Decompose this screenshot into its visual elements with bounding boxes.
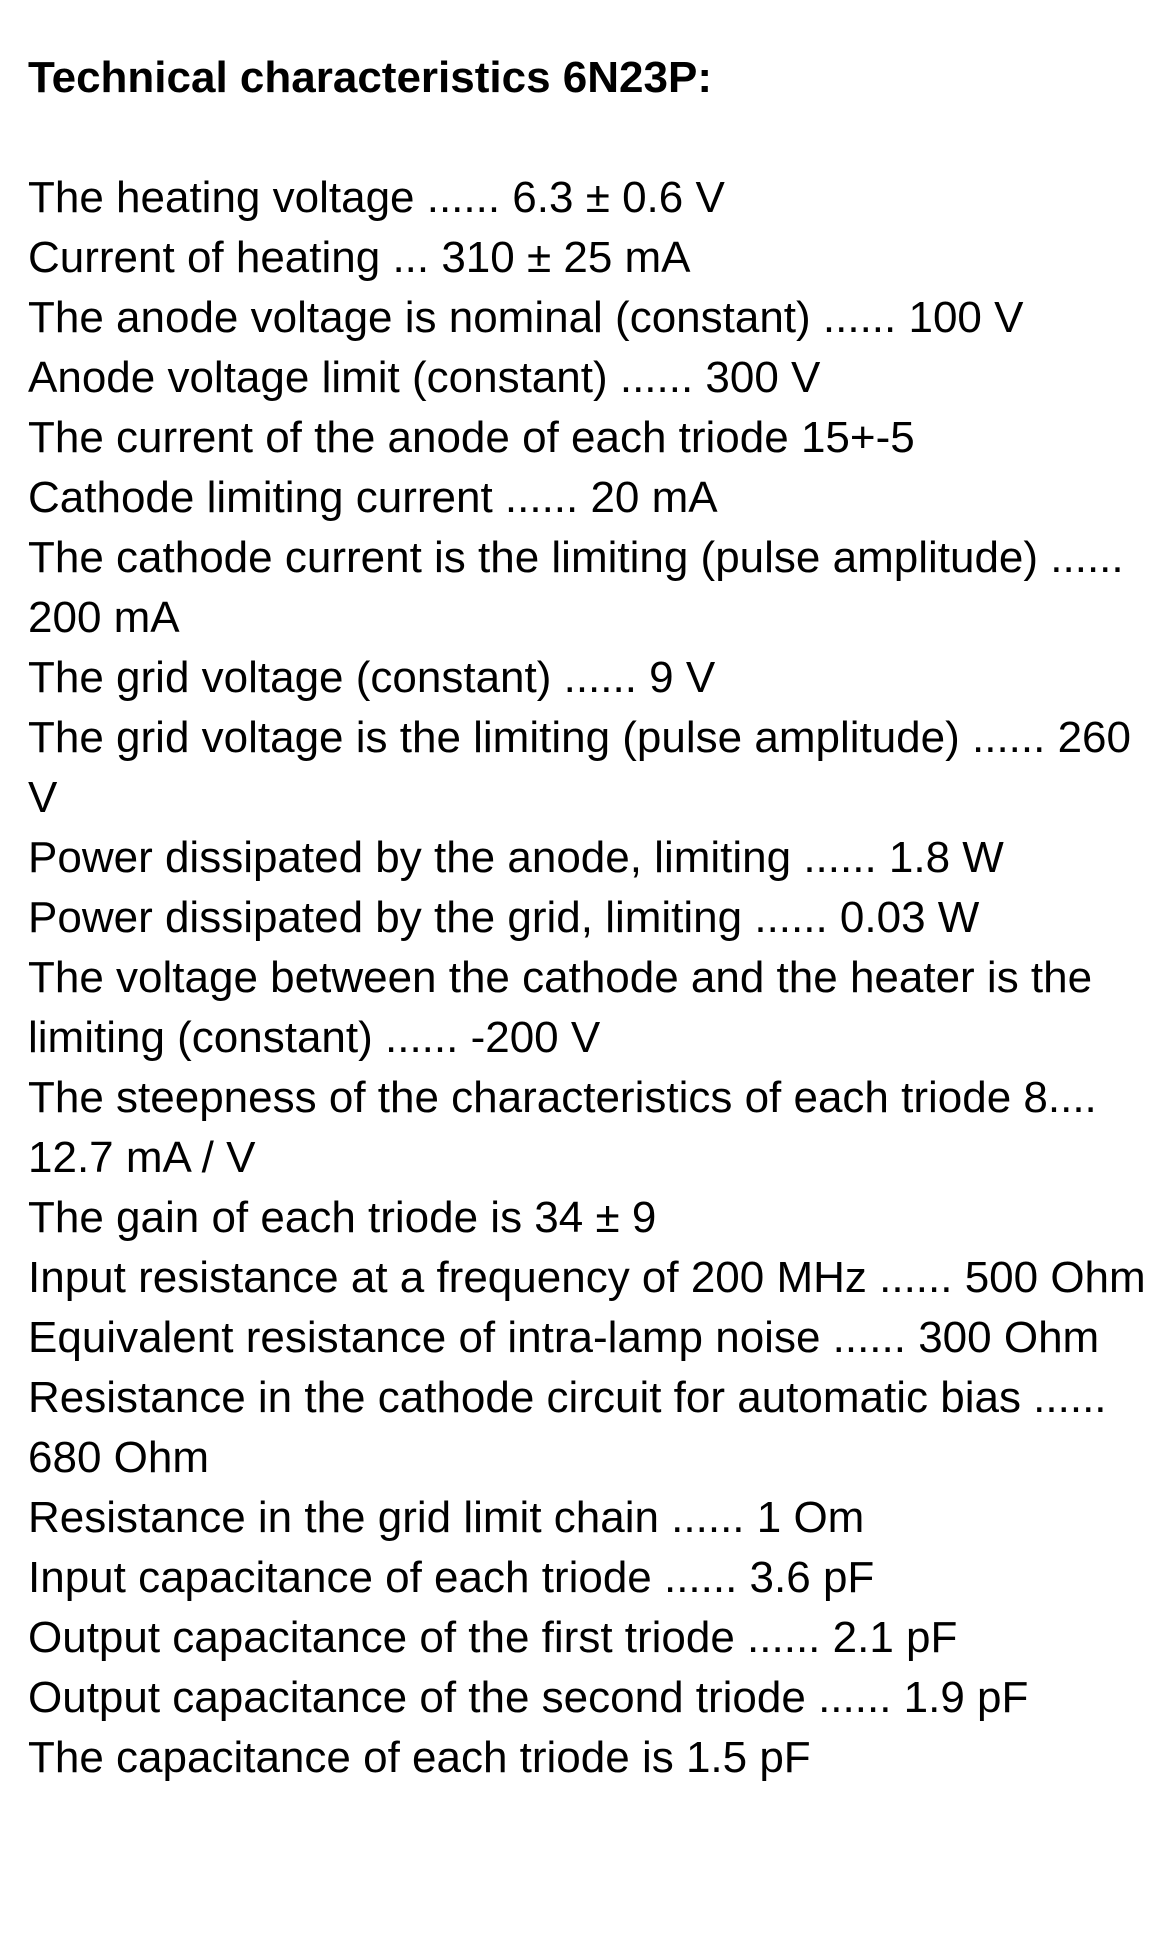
spec-cathode-current-pulse: The cathode current is the limiting (pulse amplitude) ...... 200 mA (28, 533, 1124, 642)
spec-input-resistance: Input resistance at a frequency of 200 MHz ...... 500 Ohm (28, 1253, 1146, 1302)
spec-grid-voltage: The grid voltage (constant) ...... 9 V (28, 653, 716, 702)
spec-cathode-heater-voltage: The voltage between the cathode and the heater is the limiting (constant) ...... -200 V (28, 953, 1093, 1062)
spec-gain: The gain of each triode is 34 ± 9 (28, 1193, 657, 1242)
spec-heating-current: Current of heating ... 310 ± 25 mA (28, 233, 691, 282)
spec-steepness: The steepness of the characteristics of each triode 8.... 12.7 mA / V (28, 1073, 1097, 1182)
spec-anode-current: The current of the anode of each triode 15+-5 (28, 413, 915, 462)
spec-output-capacitance-first: Output capacitance of the first triode ...... 2.1 pF (28, 1613, 958, 1662)
spec-grid-power: Power dissipated by the grid, limiting ...... 0.03 W (28, 893, 980, 942)
spec-cathode-limiting-current: Cathode limiting current ...... 20 mA (28, 473, 718, 522)
spec-anode-voltage-limit: Anode voltage limit (constant) ...... 300 V (28, 353, 821, 402)
spec-grid-limit-resistance: Resistance in the grid limit chain ...... 1 Om (28, 1493, 865, 1542)
spec-noise-resistance: Equivalent resistance of intra-lamp noise ...... 300 Ohm (28, 1313, 1100, 1362)
spec-anode-power: Power dissipated by the anode, limiting ...... 1.8 W (28, 833, 1004, 882)
spec-cathode-bias-resistance: Resistance in the cathode circuit for automatic bias ...... 680 Ohm (28, 1373, 1107, 1482)
document (28, 48, 1146, 1788)
spec-list (28, 168, 1146, 1788)
spec-output-capacitance-second: Output capacitance of the second triode ...... 1.9 pF (28, 1673, 1029, 1722)
spec-heating-voltage: The heating voltage ...... 6.3 ± 0.6 V (28, 173, 725, 222)
document-title: Technical characteristics 6N23P: (28, 53, 712, 102)
spec-anode-voltage-nominal: The anode voltage is nominal (constant) ...... 100 V (28, 293, 1024, 342)
spec-grid-voltage-pulse: The grid voltage is the limiting (pulse amplitude) ...... 260 V (28, 713, 1131, 822)
spec-input-capacitance: Input capacitance of each triode ...... 3.6 pF (28, 1553, 875, 1602)
spec-triode-capacitance: The capacitance of each triode is 1.5 pF (28, 1733, 811, 1782)
